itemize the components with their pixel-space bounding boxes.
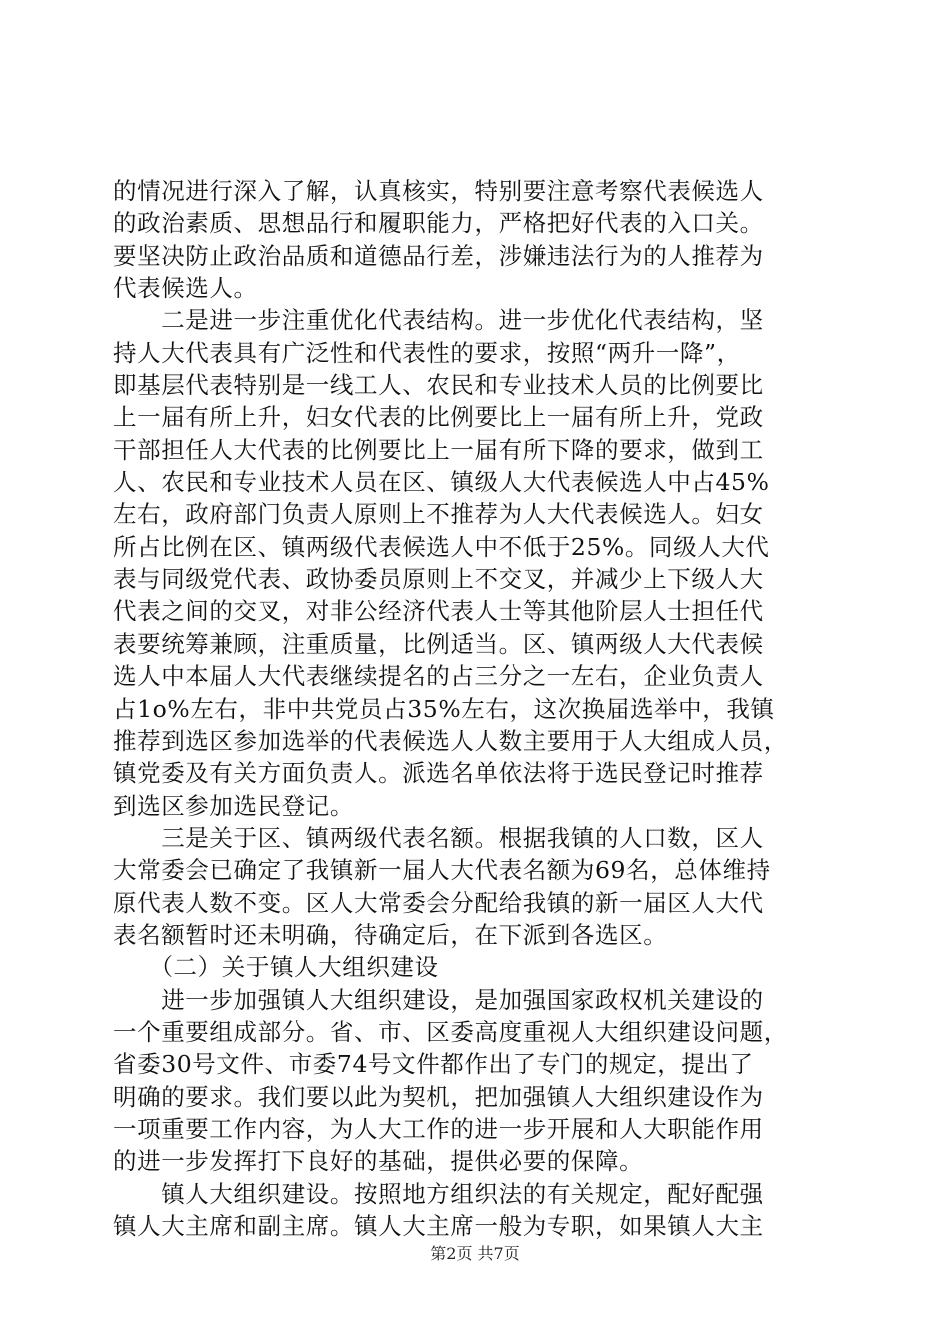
text-line: 左右，政府部门负责人原则上不推荐为人大代表候选人。妇女 (113, 500, 764, 529)
text-line: 的政治素质、思想品行和履职能力，严格把好代表的入口关。 (113, 209, 764, 238)
text-line: 一项重要工作内容，为人大工作的进一步开展和人大职能作用 (113, 1114, 764, 1143)
text-line: 大常委会已确定了我镇新一届人大代表名额为69名，总体维持 (113, 856, 771, 885)
text-line: 三是关于区、镇两级代表名额。根据我镇的人口数，区人 (113, 823, 764, 852)
text-line: 上一届有所上升，妇女代表的比例要比上一届有所上升，党政 (113, 403, 764, 432)
text-line: 的进一步发挥打下良好的基础，提供必要的保障。 (113, 1147, 644, 1176)
text-line: 表与同级党代表、政协委员原则上不交叉，并减少上下级人大 (113, 565, 764, 594)
text-line: 省委30号文件、市委74号文件都作出了专门的规定，提出了 (113, 1050, 754, 1079)
text-line: 占1o%左右，非中共党员占35%左右，这次换届选举中，我镇 (113, 694, 775, 723)
text-line: 镇党委及有关方面负责人。派选名单依法将于选民登记时推荐 (113, 759, 764, 788)
text-line: 表要统筹兼顾，注重质量，比例适当。区、镇两级人大代表候 (113, 629, 764, 658)
text-line: 镇人大主席和副主席。镇人大主席一般为专职，如果镇人大主 (113, 1212, 764, 1240)
page-number-label: 第2页 共7页 (430, 1244, 520, 1263)
text-line: 的情况进行深入了解，认真核实，特别要注意考察代表候选人 (113, 177, 764, 205)
text-line: 干部担任人大代表的比例要比上一届有所下降的要求，做到工 (113, 435, 764, 464)
text-line: 即基层代表特别是一线工人、农民和专业技术人员的比例要比 (113, 371, 764, 400)
text-line: 到选区参加选民登记。 (113, 791, 354, 820)
text-line: 所占比例在区、镇两级代表候选人中不低于25%。同级人大代 (113, 532, 770, 561)
page-footer (0, 1244, 950, 1264)
text-line: 持人大代表具有广泛性和代表性的要求，按照“两升一降”， (113, 338, 741, 367)
text-line: 进一步加强镇人大组织建设，是加强国家政权机关建设的 (113, 985, 764, 1014)
text-line: 人、农民和专业技术人员在区、镇级人大代表候选人中占45% (113, 468, 770, 497)
document-body (113, 175, 833, 1242)
text-line: 代表候选人。 (113, 274, 258, 303)
text-line: 明确的要求。我们要以此为契机，把加强镇人大组织建设作为 (113, 1082, 764, 1111)
section-heading: （二）关于镇人大组织建设 (113, 953, 439, 982)
text-line: 推荐到选区参加选举的代表候选人人数主要用于人大组成人员， (113, 726, 788, 755)
text-line: 镇人大组织建设。按照地方组织法的有关规定，配好配强 (113, 1179, 764, 1208)
text-line: 要坚决防止政治品质和道德品行差，涉嫌违法行为的人推荐为 (113, 241, 764, 270)
text-line: 一个重要组成部分。省、市、区委高度重视人大组织建设问题， (113, 1017, 788, 1046)
text-line: 二是进一步注重优化代表结构。进一步优化代表结构，坚 (113, 306, 764, 335)
text-line: 代表之间的交叉，对非公经济代表人士等其他阶层人士担任代 (113, 597, 764, 626)
text-line: 表名额暂时还未明确，待确定后，在下派到各选区。 (113, 920, 668, 949)
text-line: 原代表人数不变。区人大常委会分配给我镇的新一届区人大代 (113, 888, 764, 917)
text-line: 选人中本届人大代表继续提名的占三分之一左右，企业负责人 (113, 662, 764, 691)
